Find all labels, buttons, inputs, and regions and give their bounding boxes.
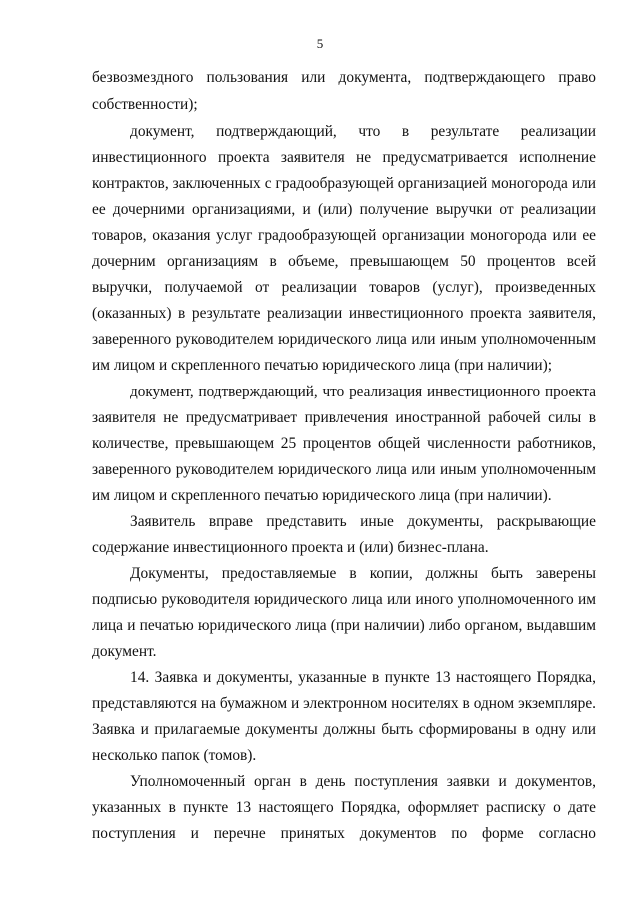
text-line: Уполномоченный орган в день поступления заявки и документов, (130, 773, 596, 790)
text-line: выручки, получаемой от реализации товаров (услуг), произведенных (92, 279, 596, 296)
text-line: товаров, оказания услуг градообразующей организации моногорода или ее (92, 227, 596, 244)
text-line: несколько папок (томов). (92, 747, 257, 764)
text-line: документ, подтверждающий, что в результате реализации (130, 123, 596, 140)
text-line: поступления и перечне принятых документов по форме согласно (92, 825, 596, 842)
text-line: Документы, предоставляемые в копии, должны быть заверены (130, 565, 596, 582)
text-line: инвестиционного проекта заявителя не предусматривается исполнение (92, 149, 596, 166)
text-line: Заявитель вправе представить иные документы, раскрывающие (130, 513, 596, 530)
page-number: 5 (316, 36, 324, 51)
text-line: им лицом и скрепленного печатью юридического лица (при наличии). (92, 487, 552, 504)
text-line: заверенного руководителем юридического лица или иным уполномоченным (92, 461, 596, 478)
text-line: документ. (92, 643, 157, 660)
text-line: контрактов, заключенных с градообразующей организацией моногорода или (92, 175, 596, 192)
text-line: ее дочерними организациями, и (или) получение выручки от реализации (92, 201, 596, 218)
text-line: заявителя не предусматривает привлечения иностранной рабочей силы в (92, 409, 596, 426)
text-line: представляются на бумажном и электронном носителях в одном экземпляре. (92, 695, 596, 712)
text-line: документ, подтверждающий, что реализация инвестиционного проекта (130, 383, 596, 400)
text-line: Заявка и прилагаемые документы должны быть сформированы в одну или (92, 721, 596, 738)
text-line: дочерним организациям в объеме, превышающем 50 процентов всей (92, 253, 596, 270)
text-line: лица и печатью юридического лица (при наличии) либо органом, выдавшим (92, 617, 596, 634)
text-line: указанных в пункте 13 настоящего Порядка, оформляет расписку о дате (92, 799, 596, 816)
text-line: (оказанных) в результате реализации инвестиционного проекта заявителя, (92, 305, 596, 322)
text-line: собственности); (92, 96, 198, 113)
text-line: заверенного руководителем юридического лица или иным уполномоченным (92, 331, 596, 348)
text-line: 14. Заявка и документы, указанные в пункте 13 настоящего Порядка, (130, 669, 596, 686)
text-line: подписью руководителя юридического лица или иного уполномоченного им (92, 591, 596, 608)
text-line: количестве, превышающем 25 процентов общей численности работников, (92, 435, 596, 452)
text-line: им лицом и скрепленного печатью юридического лица (при наличии); (92, 357, 553, 374)
text-line: безвозмездного пользования или документа, подтверждающего право (92, 69, 596, 86)
text-line: содержание инвестиционного проекта и (или) бизнес-плана. (92, 539, 489, 556)
